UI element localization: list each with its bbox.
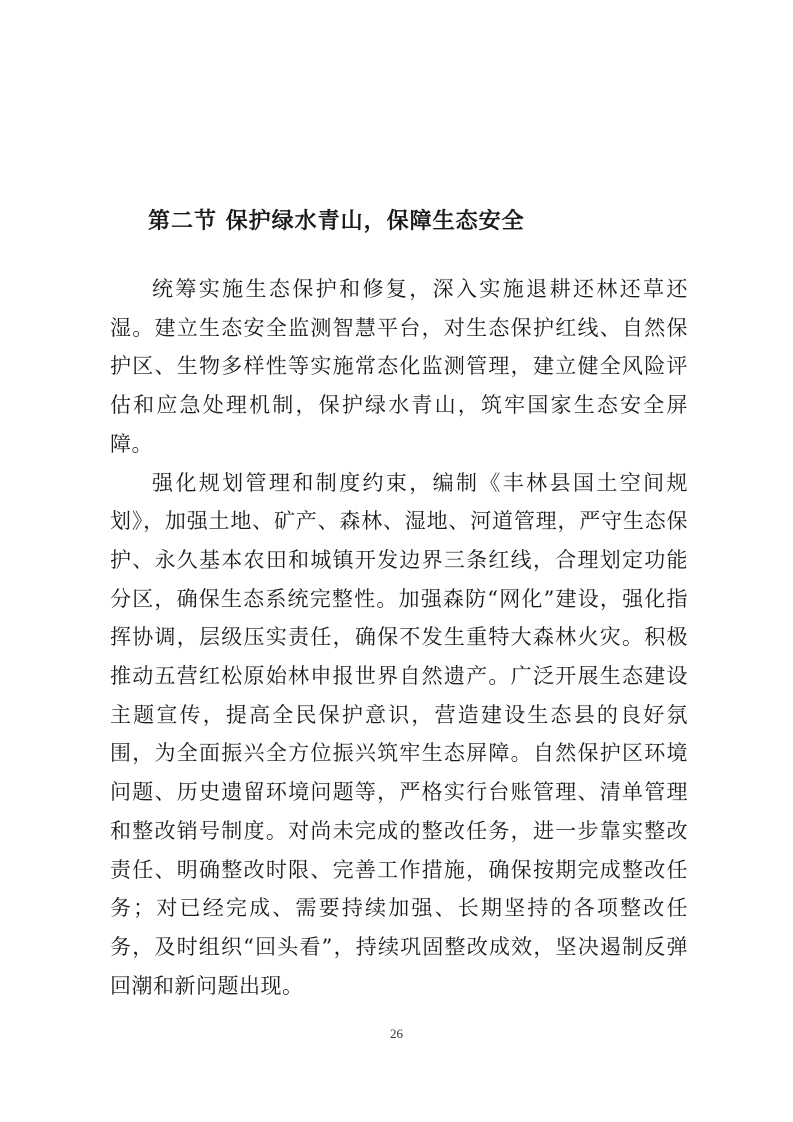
paragraph-planning-management: 强化规划管理和制度约束，编制《丰林县国土空间规划》，加强土地、矿产、森林、湿地、河道管理，严守生态保护、永久基本农田和城镇开发边界三条红线，合理划定功能分区，确保生态系统完整性。加强森防“网化”建设，强化指挥协调，层级压实责任，确保不发生重特大森林火灾。积极推动五营红松原始林申报世界自然遗产。广泛开展生态建设主题宣传，提高全民保护意识，营造建设生态县的良好氛围，为全面振兴全方位振兴筑牢生态屏障。自然保护区环境问题、历史遗留环境问题等，严格实行台账管理、清单管理和整改销号制度。对尚未完成的整改任务，进一步靠实整改责任、明确整改时限、完善工作措施，确保按期完成整改任务；对已经完成、需要持续加强、长期坚持的各项整改任务，及时组织“回头看”，持续巩固整改成效，坚决遏制反弹回潮和新问题出现。 xyxy=(110,470,688,998)
page-number: 26 xyxy=(390,1026,403,1041)
paragraph-ecological-protection: 统筹实施生态保护和修复，深入实施退耕还林还草还湿。建立生态安全监测智慧平台，对生态保护红线、自然保护区、生物多样性等实施常态化监测管理，建立健全风险评估和应急处理机制，保护绿水青山，筑牢国家生态安全屏障。 xyxy=(110,277,688,456)
section-heading: 第二节 保护绿水青山，保障生态安全 xyxy=(148,209,525,234)
body-text xyxy=(110,270,688,1005)
